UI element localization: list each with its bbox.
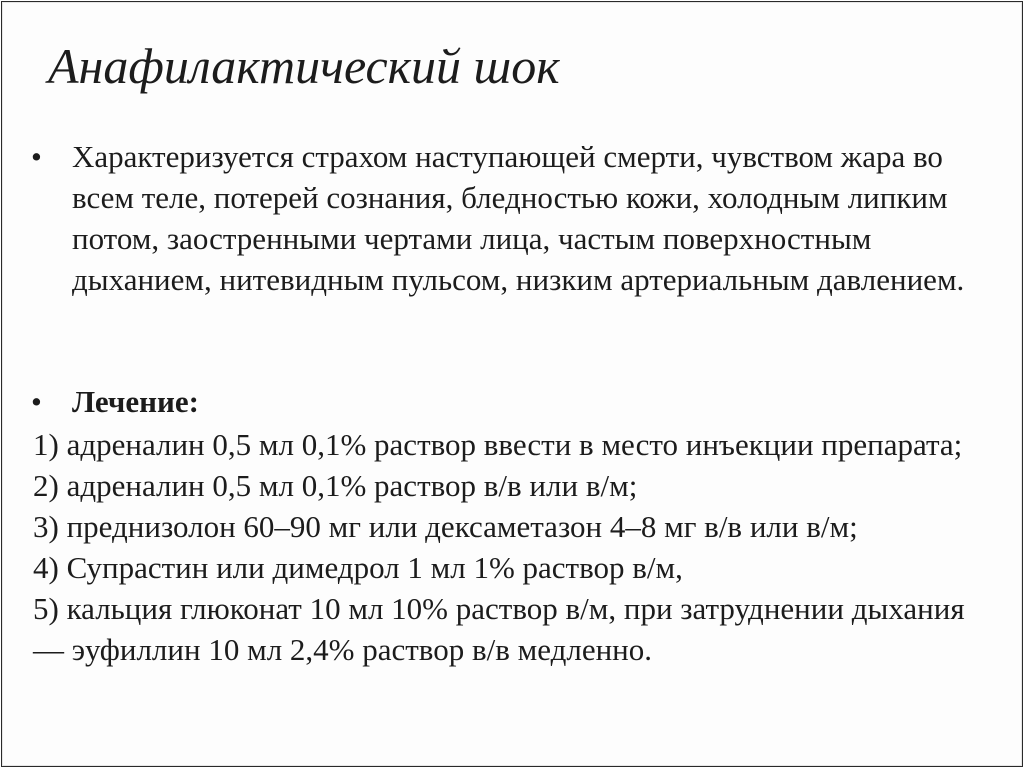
treatment-bullet [31, 381, 991, 422]
treatment-item: 2) адреналин 0,5 мл 0,1% раствор в/в или в/м; [33, 468, 638, 503]
treatment-item: 3) преднизолон 60–90 мг или дексаметазон 4–8 мг в/в или в/м; [33, 509, 858, 544]
treatment-item: 1) адреналин 0,5 мл 0,1% раствор ввести в место инъекции препарата; [33, 427, 963, 462]
treatment-item: 5) кальция глюконат 10 мл 10% раствор в/м, при затруднении дыхания — эуфиллин 10 мл 2,4% раствор в/в медленно. [33, 591, 965, 667]
treatment-heading: Лечение: [72, 384, 199, 419]
bullet-dot: • [31, 139, 42, 174]
slide-title: Анафилактический шок [48, 38, 560, 94]
treatment-list [33, 424, 993, 670]
slide [1, 1, 1023, 767]
treatment-item: 4) Супрастин или димедрол 1 мл 1% раствор в/м, [33, 550, 683, 585]
symptoms-text: Характеризуется страхом наступающей смерти, чувством жара во всем теле, потерей сознания, бледностью кожи, холодным липким потом, заостренными чертами лица, частым поверхностным дыханием, нитевидным пульсом, низким артериальным давлением. [72, 139, 965, 297]
bullet-dot: • [31, 384, 42, 419]
symptoms-bullet [31, 136, 991, 300]
